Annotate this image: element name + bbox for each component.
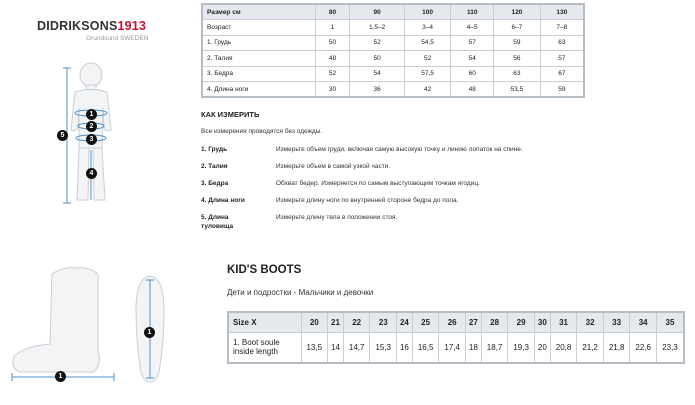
boots-header-cell: 26 (439, 312, 466, 332)
brand-name: DIDRIKSONS (37, 19, 118, 33)
boots-header-row (228, 312, 684, 332)
howto-term: 4. Длина ноги (201, 197, 245, 204)
table-cell: 16 (397, 332, 413, 363)
boots-header-cell: 35 (656, 312, 684, 332)
boots-header-cell: 32 (577, 312, 604, 332)
brand-tagline: Grundsund SWEDEN (86, 35, 149, 42)
table-cell: 36 (350, 82, 404, 98)
table-cell: 4–5 (451, 20, 494, 36)
table-cell: 20,8 (550, 332, 577, 363)
brand-logo (37, 19, 146, 33)
marker-boot-sole: 1 (144, 327, 155, 338)
row-label: 3. Бедра (202, 66, 315, 82)
table-cell: 18 (465, 332, 481, 363)
size-header-cell: 80 (315, 4, 350, 20)
table-cell: 13,5 (301, 332, 328, 363)
table-cell: 21,2 (577, 332, 604, 363)
howto-desc: Измерьте длину ноги по внутренней стороне бедра до пола. (276, 197, 459, 204)
table-cell: 19,3 (508, 332, 535, 363)
table-cell: 50 (350, 51, 404, 67)
row-label: Возраст (202, 20, 315, 36)
size-header-cell: 90 (350, 4, 404, 20)
howto-desc: Измерьте объем груди, включая самую высокую точку и линию лопаток на спине. (276, 146, 523, 153)
size-table (201, 3, 585, 98)
size-header-cell: 110 (451, 4, 494, 20)
table-cell: 14,7 (343, 332, 370, 363)
table-cell: 16,5 (412, 332, 439, 363)
table-cell: 63 (540, 35, 584, 51)
table-cell: 23,3 (656, 332, 684, 363)
size-header-cell: 120 (494, 4, 541, 20)
table-cell: 48 (315, 51, 350, 67)
boots-header-cell: 21 (328, 312, 344, 332)
boots-subtitle: Дети и подростки - Мальчики и девочки (227, 288, 374, 297)
size-header-cell: 130 (540, 4, 584, 20)
marker-leg-length: 4 (86, 168, 97, 179)
table-cell: 52 (350, 35, 404, 51)
marker-boot-side: 1 (55, 371, 66, 382)
howto-desc: Измерьте объем в самой узкой части. (276, 163, 391, 170)
table-cell: 17,4 (439, 332, 466, 363)
table-cell: 48 (451, 82, 494, 98)
table-cell: 3–4 (404, 20, 451, 36)
boots-size-table (227, 311, 685, 364)
table-cell: 20 (534, 332, 550, 363)
table-cell: 14 (328, 332, 344, 363)
marker-waist: 2 (86, 121, 97, 132)
boots-title: KID'S BOOTS (227, 264, 302, 276)
howto-desc: Обхват бедер. Измеряется по самым выступающим точкам ягодиц. (276, 180, 480, 187)
row-label: 4. Длина ноги (202, 82, 315, 98)
table-cell: 57,5 (404, 66, 451, 82)
table-cell: 59 (540, 82, 584, 98)
size-table-header-row (202, 4, 584, 20)
table-cell: 18,7 (481, 332, 508, 363)
howto-title: КАК ИЗМЕРИТЬ (201, 110, 260, 119)
boots-header-cell: 30 (534, 312, 550, 332)
table-cell: 42 (404, 82, 451, 98)
boots-header-cell: 25 (412, 312, 439, 332)
boots-header-cell: 23 (370, 312, 397, 332)
table-row (202, 20, 584, 36)
table-row (202, 82, 584, 98)
boots-header-cell: 24 (397, 312, 413, 332)
size-header-cell: 100 (404, 4, 451, 20)
table-cell: 7–8 (540, 20, 584, 36)
table-cell: 6–7 (494, 20, 541, 36)
howto-term: 1. Грудь (201, 146, 228, 153)
table-cell: 53,5 (494, 82, 541, 98)
boots-header-cell: 31 (550, 312, 577, 332)
boot-side-illustration (6, 262, 121, 387)
table-cell: 60 (451, 66, 494, 82)
row-label: 1. Грудь (202, 35, 315, 51)
boots-header-cell: 27 (465, 312, 481, 332)
table-cell: 56 (494, 51, 541, 67)
howto-note: Все измерения проводятся без одежды. (201, 128, 323, 135)
table-cell: 52 (404, 51, 451, 67)
brand-year: 1913 (117, 19, 147, 33)
table-cell: 54,5 (404, 35, 451, 51)
table-cell: 52 (315, 66, 350, 82)
boots-row-label: 1. Boot soule inside length (228, 332, 301, 363)
boots-header-cell: 33 (603, 312, 630, 332)
howto-desc: Измерьте длину тела в положении стоя. (276, 214, 398, 221)
boots-header-cell: 28 (481, 312, 508, 332)
table-cell: 57 (451, 35, 494, 51)
table-cell: 59 (494, 35, 541, 51)
table-cell: 67 (540, 66, 584, 82)
size-header-label: Размер см (202, 4, 315, 20)
table-row (202, 66, 584, 82)
marker-chest: 1 (86, 109, 97, 120)
table-cell: 1,5–2 (350, 20, 404, 36)
boots-header-label: Size X (228, 312, 301, 332)
marker-torso-length: 5 (57, 130, 68, 141)
boots-header-cell: 20 (301, 312, 328, 332)
howto-term: 5. Длина туловища (201, 214, 234, 230)
boots-header-cell: 34 (630, 312, 657, 332)
marker-hips: 3 (86, 134, 97, 145)
table-row (202, 35, 584, 51)
table-row (202, 51, 584, 67)
table-cell: 21,8 (603, 332, 630, 363)
row-label: 2. Талия (202, 51, 315, 67)
howto-term: 2. Талия (201, 163, 228, 170)
table-cell: 63 (494, 66, 541, 82)
table-cell: 1 (315, 20, 350, 36)
table-cell: 50 (315, 35, 350, 51)
table-cell: 54 (350, 66, 404, 82)
table-cell: 30 (315, 82, 350, 98)
boots-header-cell: 29 (508, 312, 535, 332)
table-row (228, 332, 684, 363)
table-cell: 54 (451, 51, 494, 67)
table-cell: 22,6 (630, 332, 657, 363)
table-cell: 15,3 (370, 332, 397, 363)
howto-term: 3. Бедра (201, 180, 229, 187)
table-cell: 57 (540, 51, 584, 67)
boots-header-cell: 22 (343, 312, 370, 332)
